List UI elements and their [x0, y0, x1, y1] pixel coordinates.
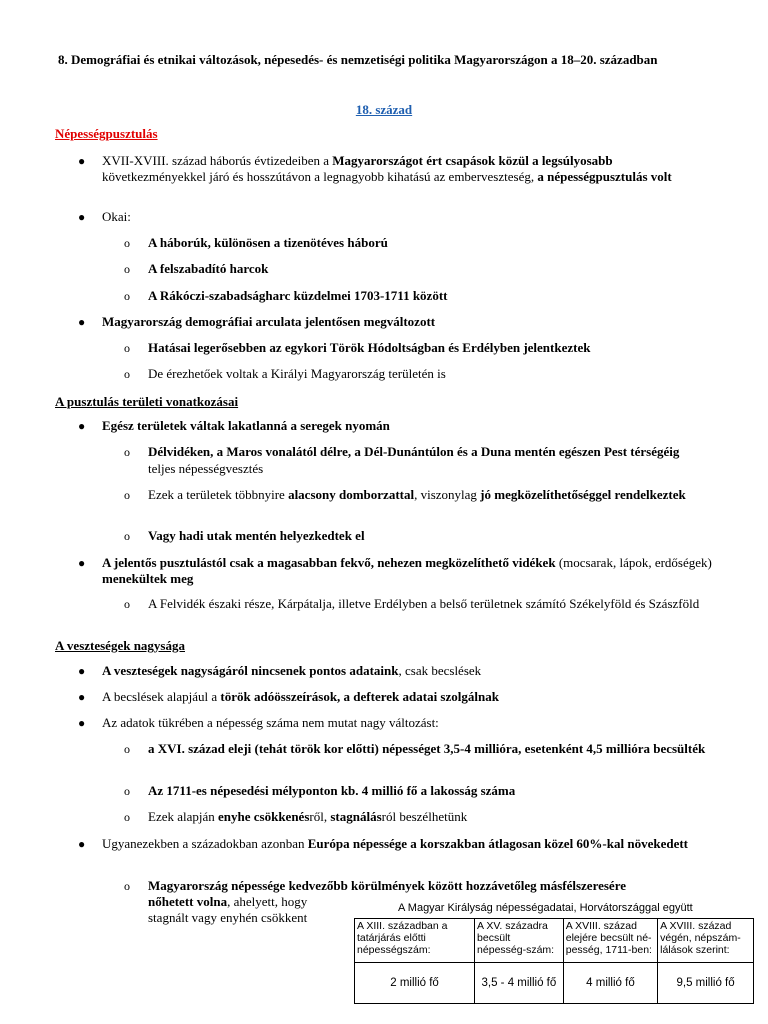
- sub-marker: o: [124, 445, 130, 459]
- sub-item-territory-1: Délvidéken, a Maros vonalától délre, a Dél-Dunántúlon és a Duna mentén egészen Pest térségéig teljes népességvesztés: [148, 444, 680, 476]
- sub-item-territory-2: Ezek a területek többnyire alacsony domborzattal, viszonylag jó megközelíthetőséggel rendelkeztek: [148, 487, 686, 502]
- sub-marker: o: [124, 742, 130, 756]
- bullet-marker: ●: [78, 210, 86, 224]
- sub-item-europe-1: Magyarország népessége kedvezőbb körülmények között hozzávetőleg másfélszeresére: [148, 878, 627, 893]
- bullet-item-1: XVII-XVIII. század háborús évtizedeiben a Magyarországot ért csapások közül a legsúlyosabb következményekkel járó és hosszútávon a legnagyobb kihatású az emberveszteség, a népességpusztulás volt: [102, 153, 672, 184]
- sub-marker: o: [124, 236, 130, 250]
- sub-marker: o: [124, 784, 130, 798]
- sub-marker: o: [124, 262, 130, 276]
- table-header-cell: A XV. századra becsült népesség-szám:: [475, 919, 564, 963]
- bullet-item-9: Ugyanezekben a századokban azonban Európa népessége a korszakban átlagosan közel 60%-kal növekedett: [102, 836, 689, 851]
- bullet-item-2: Okai:: [102, 209, 131, 224]
- table-caption: A Magyar Királyság népességadatai, Horvátországgal együtt: [398, 902, 693, 914]
- bullet-item-6: A veszteségek nagyságáról nincsenek pontos adataink, csak becslések: [102, 663, 482, 678]
- page-title: 8. Demográfiai és etnikai változások, népesedés- és nemzetiségi politika Magyarországon a 18–20. században: [58, 52, 658, 67]
- bullet-marker: ●: [78, 716, 86, 730]
- sub-marker: o: [124, 597, 130, 611]
- table-header-cell: A XIII. században a tatárjárás előtti népességszám:: [355, 919, 475, 963]
- table-cell: 9,5 millió fő: [658, 963, 754, 1004]
- bullet-marker: ●: [78, 315, 86, 329]
- section-heading-population-loss: Népességpusztulás: [55, 126, 158, 141]
- sub-marker: o: [124, 810, 130, 824]
- bullet-marker: ●: [78, 556, 86, 570]
- century-heading: 18. század: [355, 102, 413, 117]
- bullet-marker: ●: [78, 690, 86, 704]
- sub-item-effects-2: De érezhetőek voltak a Királyi Magyarország területén is: [148, 366, 446, 381]
- bullet-marker: ●: [78, 154, 86, 168]
- sub-item-territory-3: Vagy hadi utak mentén helyezkedtek el: [148, 528, 365, 543]
- table-cell: 4 millió fő: [563, 963, 657, 1004]
- sub-marker: o: [124, 367, 130, 381]
- sub-item-estimate-3: Ezek alapján enyhe csökkenésről, stagnálásról beszélhetünk: [148, 809, 468, 824]
- sub-item-effects-1: Hatásai legerősebben az egykori Török Hódoltságban és Erdélyben jelentkeztek: [148, 340, 591, 355]
- bullet-marker: ●: [78, 837, 86, 851]
- sub-marker: o: [124, 341, 130, 355]
- table-cell: 3,5 - 4 millió fő: [475, 963, 564, 1004]
- bullet-item-4: Egész területek váltak lakatlanná a seregek nyomán: [102, 418, 390, 433]
- bullet-item-8: Az adatok tükrében a népesség száma nem mutat nagy változást:: [102, 715, 439, 730]
- sub-item-cause-1: A háborúk, különösen a tizenötéves háború: [148, 235, 388, 250]
- sub-item-estimate-1: a XVI. század eleji (tehát török kor előtti) népességet 3,5-4 millióra, esetenként 4,5 millióra becsülték: [148, 741, 706, 756]
- sub-item-europe-3: stagnált vagy enyhén csökkent: [148, 910, 308, 925]
- sub-item-estimate-2: Az 1711-es népesedési mélyponton kb. 4 millió fő a lakosság száma: [148, 783, 516, 798]
- bullet-item-5: A jelentős pusztulástól csak a magasabban fekvő, nehezen megközelíthető vidékek (mocsarak, lápok, erdőségek) menekültek meg: [102, 555, 712, 586]
- table-header-row: [355, 919, 754, 963]
- section-heading-territorial: A pusztulás területi vonatkozásai: [55, 394, 239, 409]
- sub-marker: o: [124, 529, 130, 543]
- sub-marker: o: [124, 289, 130, 303]
- sub-item-refuge: A Felvidék északi része, Kárpátalja, illetve Erdélyben a belső területnek számító Székelyföld és Szászföld: [148, 596, 700, 611]
- section-heading-losses: A veszteségek nagysága: [55, 638, 185, 653]
- table-row: [355, 963, 754, 1004]
- table-cell: 2 millió fő: [355, 963, 475, 1004]
- bullet-marker: ●: [78, 419, 86, 433]
- bullet-item-3: Magyarország demográfiai arculata jelentősen megváltozott: [102, 314, 436, 329]
- sub-item-cause-3: A Rákóczi-szabadságharc küzdelmei 1703-1711 között: [148, 288, 448, 303]
- sub-marker: o: [124, 488, 130, 502]
- sub-item-europe-2: nőhetett volna, ahelyett, hogy: [148, 894, 308, 909]
- table-header-cell: A XVIII. század végén, népszám-lálások szerint:: [658, 919, 754, 963]
- population-table: [354, 918, 754, 1004]
- sub-item-cause-2: A felszabadító harcok: [148, 261, 269, 276]
- bullet-marker: ●: [78, 664, 86, 678]
- table-header-cell: A XVIII. század elejére becsült né-pesség, 1711-ben:: [563, 919, 657, 963]
- sub-marker: o: [124, 879, 130, 893]
- bullet-item-7: A becslések alapjául a török adóösszeírások, a defterek adatai szolgálnak: [102, 689, 499, 704]
